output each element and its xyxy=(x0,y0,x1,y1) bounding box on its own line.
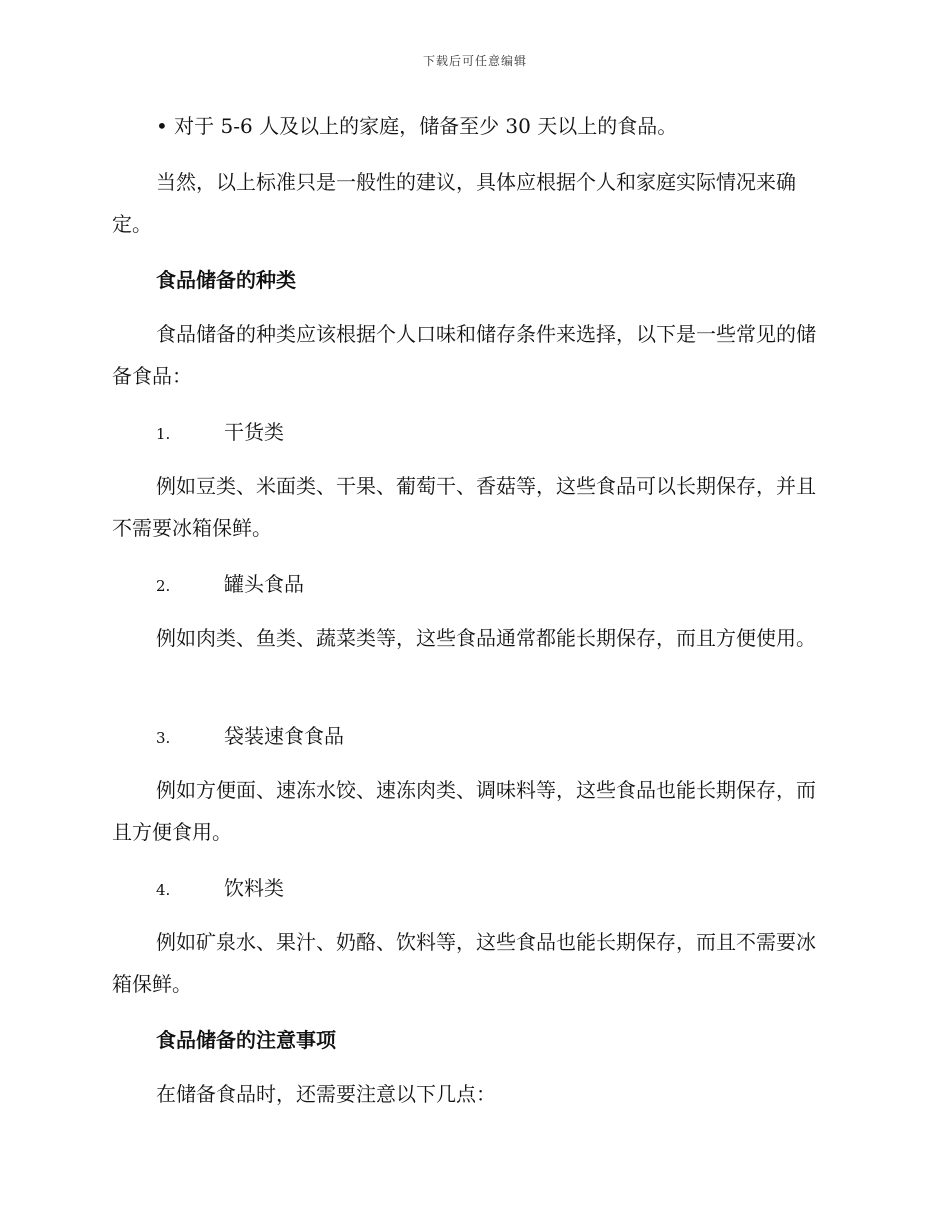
page-header: 下载后可任意编辑 xyxy=(422,54,527,68)
section-heading-notes: 食品储备的注意事项 xyxy=(156,1028,336,1052)
list-item xyxy=(156,874,284,904)
list-number: 2. xyxy=(156,577,171,595)
list-item xyxy=(156,722,344,752)
list-number: 3. xyxy=(156,729,171,747)
list-title: 罐头食品 xyxy=(224,572,304,596)
list-item-description: 例如肉类、鱼类、蔬菜类等，这些食品通常都能长期保存，而且方便使用。 xyxy=(156,626,816,650)
list-number: 1. xyxy=(156,425,171,443)
list-item-description: 例如矿泉水、果汁、奶酪、饮料等，这些食品也能长期保存，而且不需要冰箱保鲜。 xyxy=(112,930,816,996)
bullet-paragraph: • 对于 5-6 人及以上的家庭，储备至少 30 天以上的食品。 xyxy=(156,114,678,138)
note-paragraph: 当然，以上标准只是一般性的建议，具体应根据个人和家庭实际情况来确定。 xyxy=(112,170,796,236)
section-intro-notes: 在储备食品时，还需要注意以下几点： xyxy=(156,1082,496,1106)
list-title: 干货类 xyxy=(224,420,284,444)
list-item xyxy=(156,418,284,448)
section-intro-types: 食品储备的种类应该根据个人口味和储存条件来选择，以下是一些常见的储备食品： xyxy=(112,322,816,388)
list-item xyxy=(156,570,304,600)
list-item-description: 例如方便面、速冻水饺、速冻肉类、调味料等，这些食品也能长期保存，而且方便食用。 xyxy=(112,778,816,844)
list-item-description: 例如豆类、米面类、干果、葡萄干、香菇等，这些食品可以长期保存，并且不需要冰箱保鲜。 xyxy=(112,474,816,540)
list-title: 袋装速食食品 xyxy=(224,724,344,748)
list-number: 4. xyxy=(156,881,171,899)
list-title: 饮料类 xyxy=(224,876,284,900)
section-heading-types: 食品储备的种类 xyxy=(156,268,296,292)
